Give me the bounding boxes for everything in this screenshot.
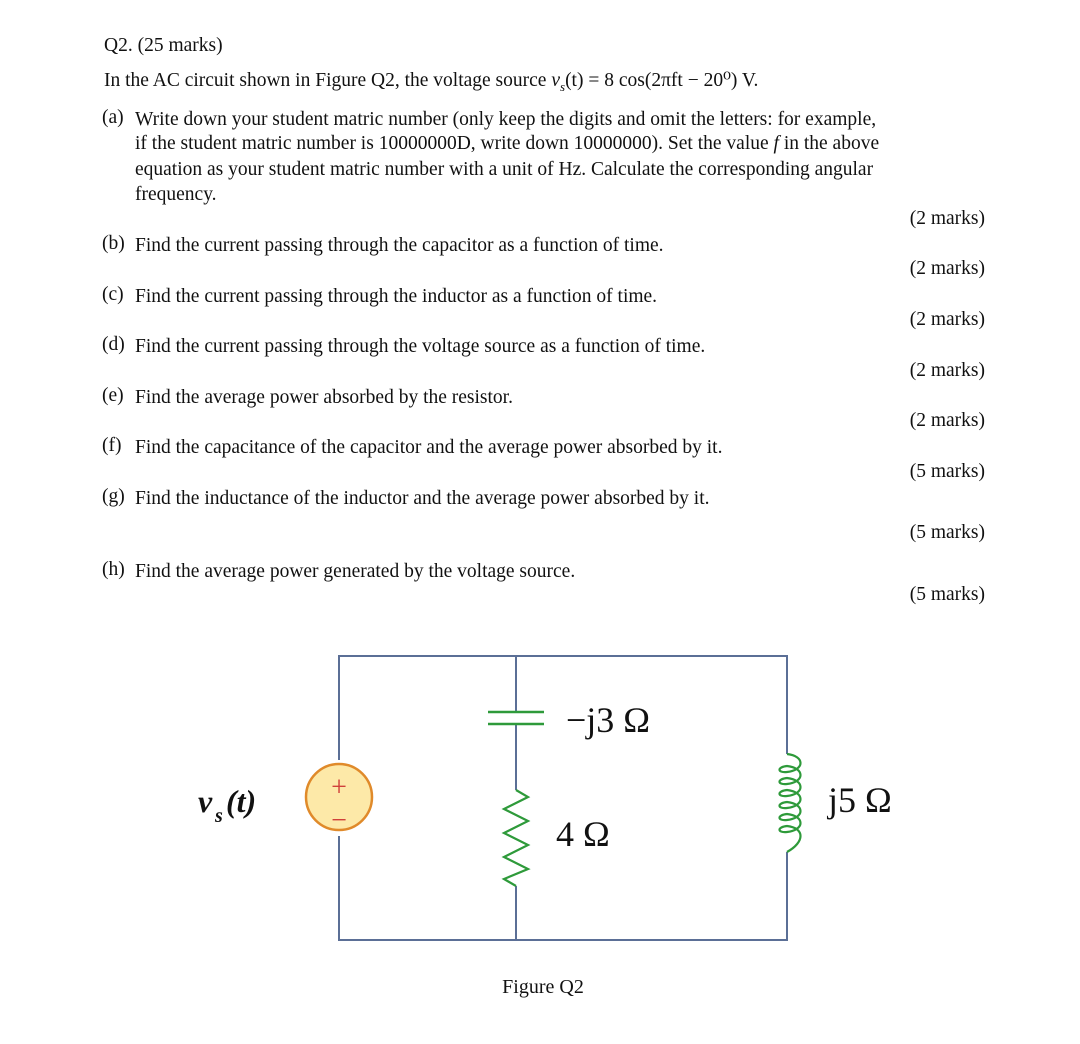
part-f-label: (f) (102, 435, 122, 456)
source-label-t: (t) (226, 783, 257, 819)
source-minus-sign: − (331, 805, 347, 836)
part-a-line-3: equation as your student matric number with a unit of Hz. Calculate the corresponding angular (135, 159, 874, 180)
intro-equation-rest: (t) = 8 cos(2πft − 20⁰) V. (565, 70, 759, 91)
circuit-wire-loop (339, 656, 787, 940)
part-a-line-1: Write down your student matric number (only keep the digits and omit the letters: for example, (135, 109, 877, 130)
part-d-label: (d) (102, 334, 125, 355)
part-a-line-2-text: if the student matric number is 10000000D, write down 10000000). Set the value (135, 133, 769, 154)
question-header: Q2. (25 marks) (104, 35, 223, 56)
intro-text: In the AC circuit shown in Figure Q2, the voltage source (104, 70, 552, 91)
part-b-marks: (2 marks) (909, 258, 985, 279)
part-a-marks: (2 marks) (909, 208, 985, 229)
part-g-text: Find the inductance of the inductor and the average power absorbed by it. (135, 488, 710, 509)
part-e-marks: (2 marks) (909, 410, 985, 431)
part-c-text: Find the current passing through the inductor as a function of time. (135, 286, 658, 307)
part-h-label: (h) (102, 559, 125, 580)
source-plus-sign: + (331, 772, 347, 803)
part-b-label: (b) (102, 233, 125, 254)
part-h-text: Find the average power generated by the voltage source. (135, 561, 576, 582)
part-g-label: (g) (102, 486, 125, 507)
intro-equation-var: v (551, 70, 560, 91)
inductor-label: j5 Ω (828, 780, 892, 820)
figure-caption: Figure Q2 (502, 976, 584, 998)
part-a-line-4: frequency. (135, 184, 217, 205)
part-e-text: Find the average power absorbed by the resistor. (135, 387, 513, 408)
part-h-marks: (5 marks) (909, 584, 985, 605)
part-b-text: Find the current passing through the capacitor as a function of time. (135, 235, 664, 256)
part-a-var-f: f (773, 133, 779, 154)
capacitor-label: −j3 Ω (566, 700, 651, 740)
resistor-label: 4 Ω (556, 814, 610, 854)
part-c-marks: (2 marks) (909, 309, 985, 330)
part-d-text: Find the current passing through the voltage source as a function of time. (135, 336, 706, 357)
part-f-text: Find the capacitance of the capacitor and the average power absorbed by it. (135, 437, 723, 458)
part-a-label: (a) (102, 107, 124, 128)
part-e-label: (e) (102, 385, 124, 406)
source-label-v: v (198, 783, 213, 819)
part-f-marks: (5 marks) (909, 461, 985, 482)
intro-equation-sub: s (560, 78, 566, 94)
part-a-line-2-tail: in the above (778, 133, 880, 154)
source-label (198, 783, 256, 827)
part-g-marks: (5 marks) (909, 522, 985, 543)
resistor-zigzag (504, 790, 528, 886)
part-d-marks: (2 marks) (909, 360, 985, 381)
source-label-sub: s (215, 805, 223, 827)
part-c-label: (c) (102, 284, 124, 305)
